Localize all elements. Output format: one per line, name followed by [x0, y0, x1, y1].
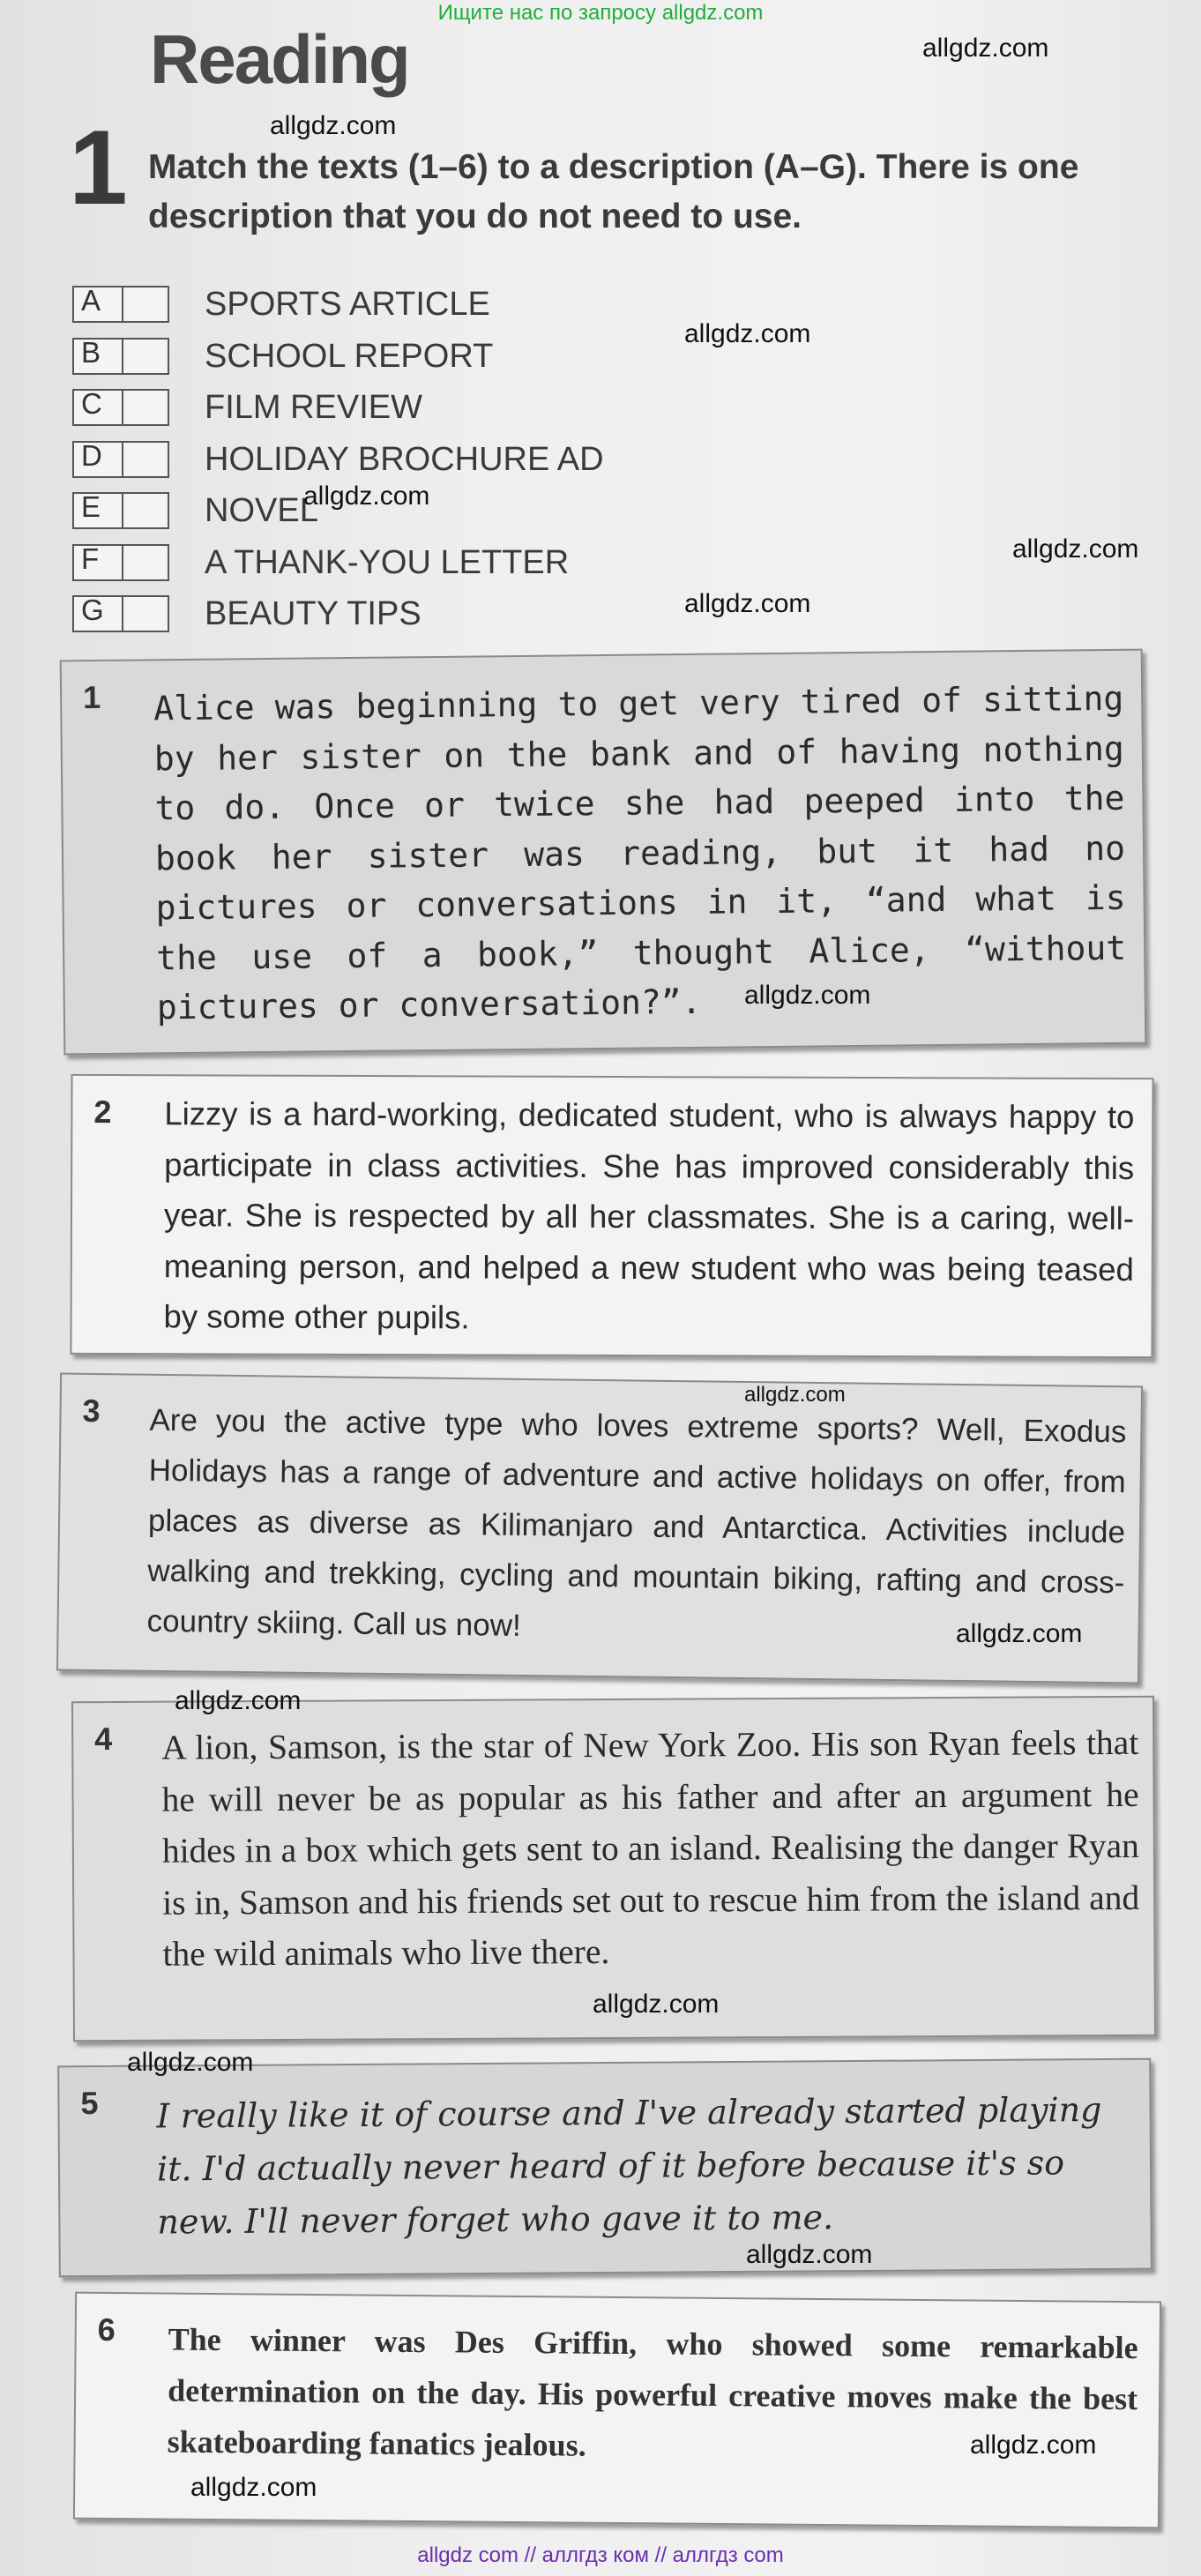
watermark: allgdz.com	[744, 981, 871, 1010]
section-title: Reading	[150, 20, 409, 98]
option-letter: G	[81, 594, 104, 626]
text-card-5	[57, 2058, 1153, 2278]
text-number: 5	[80, 2085, 99, 2122]
option-letter: F	[81, 541, 100, 575]
watermark: allgdz.com	[175, 1686, 302, 1715]
watermark: allgdz.com	[684, 589, 811, 618]
option-label: SCHOOL REPORT	[205, 337, 494, 375]
watermark: allgdz.com	[746, 2240, 873, 2269]
bottom-banner[interactable]: allgdz com // аллгдз ком // аллгдз com	[417, 2543, 784, 2567]
watermark: allgdz.com	[190, 2473, 317, 2502]
option-label: HOLIDAY BROCHURE AD	[205, 440, 604, 478]
text-number: 4	[94, 1720, 113, 1758]
option-letter: A	[81, 284, 101, 317]
watermark: allgdz.com	[684, 319, 811, 348]
text-number: 2	[93, 1093, 112, 1131]
box-divider	[122, 494, 123, 527]
watermark: allgdz.com	[127, 2048, 254, 2077]
text-body: I really like it of course and I've already started playing it. I'd actually never heard of it before because it's so new. I'll never forget who gave it to me.	[156, 2090, 1102, 2242]
box-divider	[122, 546, 123, 579]
text-number: 3	[82, 1392, 101, 1430]
text-card-1	[60, 649, 1147, 1056]
box-divider	[122, 443, 123, 476]
text-number: 1	[82, 678, 101, 716]
option-label: BEAUTY TIPS	[205, 595, 421, 632]
box-divider	[122, 391, 123, 424]
watermark: allgdz.com	[970, 2430, 1097, 2460]
box-divider	[122, 340, 123, 373]
text-body: The winner was Des Griffin, who showed some remarkable determination on the day. His powerful creative moves make the best skateboarding fanatics jealous.	[167, 2321, 1138, 2463]
text-body: Lizzy is a hard-working, dedicated student, who is always happy to participate in class activities. She has improved considerably this year. She is respected by all her classmates. She is a caring, well-meaning person, and helped a new student who was being teased by some other pupils.	[163, 1095, 1135, 1336]
text-body: Alice was beginning to get very tired of sitting by her sister on the bank and of having nothing to do. Once or twice she had peeped into the book her sister was reading, but it had no pictures or conversations in it, “and what is the use of a book,” thought Alice, “without pictures or conversation?”.	[153, 678, 1127, 1027]
text-card-2	[70, 1074, 1153, 1358]
top-banner[interactable]: Ищите нас по запросу allgdz.com	[437, 1, 764, 25]
text-number: 6	[97, 2311, 116, 2348]
watermark: allgdz.com	[922, 34, 1049, 63]
instruction: Match the texts (1–6) to a description (A–G). There is one description that you do not need to use.	[148, 148, 1079, 235]
watermark: allgdz.com	[593, 1990, 720, 2019]
box-divider	[122, 287, 123, 321]
option-letter: B	[81, 335, 101, 369]
text-body: A lion, Samson, is the star of New York Zoo. His son Ryan feels that he will never be as popular as his father and after an argument he hides in a box which gets sent to an island. Realising the danger Ryan is in, Samson and his friends set out to rescue him from the island and the wild animals who live there.	[161, 1722, 1140, 1974]
box-divider	[122, 597, 123, 631]
watermark: allgdz.com	[744, 1383, 846, 1407]
option-letter: D	[81, 438, 102, 472]
option-letter: C	[81, 387, 102, 420]
option-letter: E	[81, 490, 101, 523]
exercise-number: 1	[69, 108, 128, 227]
watermark: allgdz.com	[956, 1619, 1083, 1648]
watermark: allgdz.com	[270, 111, 397, 140]
option-label: FILM REVIEW	[205, 389, 423, 426]
option-label: SPORTS ARTICLE	[205, 286, 490, 323]
watermark: allgdz.com	[303, 482, 430, 511]
option-label: A THANK-YOU LETTER	[205, 543, 570, 581]
watermark: allgdz.com	[1012, 534, 1139, 564]
text-body: Are you the active type who loves extreme sports? Well, Exodus Holidays has a range of adventure and active holidays on offer, from places as diverse as Kilimanjaro and Antarctica. Activities include walking and trekking, cycling and mountain biking, rafting and cross-country skiing. Call us now!	[146, 1402, 1127, 1643]
option-label: NOVEL	[205, 492, 318, 529]
